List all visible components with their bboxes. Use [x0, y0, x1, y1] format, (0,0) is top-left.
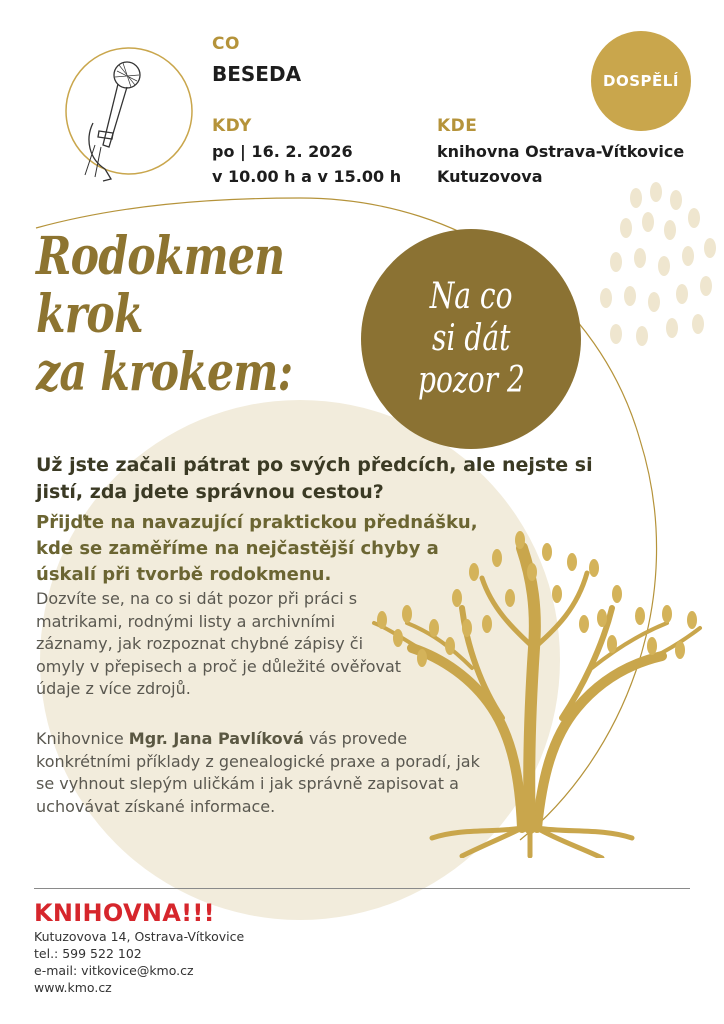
- microphone-badge: [65, 35, 193, 187]
- event-date: po | 16. 2. 2026: [212, 142, 353, 161]
- event-type: BESEDA: [212, 62, 302, 86]
- speaker-name: Mgr. Jana Pavlíková: [128, 729, 304, 748]
- microphone-icon: [65, 35, 193, 187]
- main-title: [36, 228, 315, 402]
- lead-question: Už jste začali pátrat po svých předcích, ale nejste si jistí, zda jdete správnou cestou?: [36, 454, 593, 503]
- address-line: Kutuzovova 14, Ostrava-Vítkovice: [34, 929, 245, 944]
- title-line-2: krok: [36, 284, 143, 345]
- body2-rest: vás provede konkrétními příklady z genealogické praxe a poradí, jak se vyhnout slepým uličkám i jak správně zapisovat a uchovávat získané informace.: [36, 729, 480, 816]
- subtitle-circle: [361, 229, 581, 449]
- subtitle-line-1: Na co: [429, 276, 513, 317]
- email-line: e-mail: vitkovice@kmo.cz: [34, 963, 194, 978]
- phone-line: tel.: 599 522 102: [34, 946, 142, 961]
- web-line: www.kmo.cz: [34, 980, 112, 995]
- subtitle-line-2: si dát: [431, 318, 511, 359]
- subtitle-line-3: pozor 2: [417, 360, 525, 401]
- audience-badge: DOSPĚLÍ: [591, 31, 691, 131]
- where-label: KDE: [437, 116, 478, 136]
- faint-tree-decoration: [586, 178, 724, 378]
- library-logo: KNIHOVNA!!!: [34, 899, 215, 927]
- event-place: knihovna Ostrava-Vítkovice: [437, 142, 685, 161]
- what-label: CO: [212, 34, 240, 54]
- event-time: v 10.00 h a v 15.00 h: [212, 167, 402, 186]
- event-street: Kutuzovova: [437, 167, 543, 186]
- body2-intro: Knihovnice: [36, 729, 129, 748]
- lead-invitation: Přijďte na navazující praktickou přednášku, kde se zaměříme na nejčastější chyby a úskalí při tvorbě rodokmenu.: [36, 512, 478, 585]
- title-line-1: Rodokmen: [36, 226, 285, 287]
- when-label: KDY: [212, 116, 252, 136]
- event-datetime: [212, 139, 401, 189]
- contact-info: [34, 928, 244, 996]
- title-line-3: za krokem:: [36, 342, 293, 403]
- tree-illustration: [362, 528, 712, 858]
- footer-divider: [34, 888, 690, 889]
- body-paragraph-1: Dozvíte se, na co si dát pozor při práci s matrikami, rodnými listy a archivními záznamy, jak rozpoznat chybné zápisy či omyly v přepisech a proč je důležité ověřovat údaje z více zdrojů.: [36, 589, 402, 698]
